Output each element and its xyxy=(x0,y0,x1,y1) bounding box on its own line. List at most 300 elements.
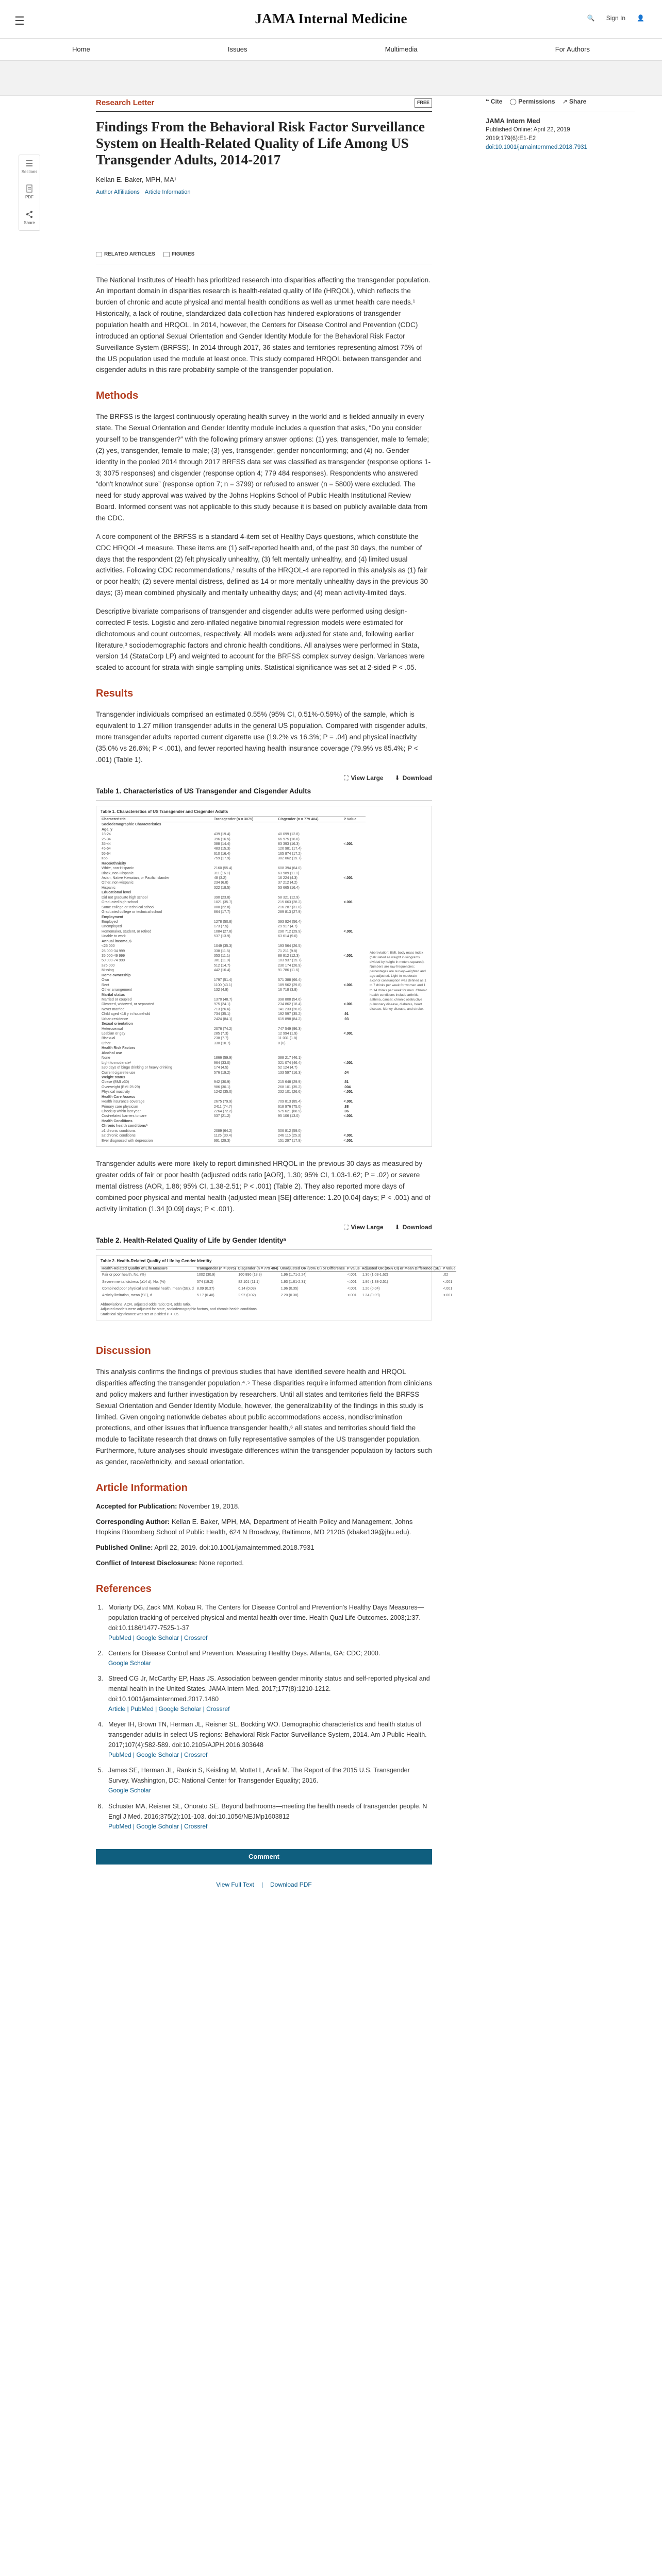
table-row xyxy=(101,1139,366,1143)
table-row xyxy=(101,1133,366,1138)
table1-cell: 1278 (50.8) xyxy=(213,920,233,924)
table1-cell: 285 (7.3) xyxy=(213,1032,228,1036)
table1-cell: 800 (22.8) xyxy=(213,905,230,909)
table-row xyxy=(101,1027,366,1031)
table1-cell xyxy=(342,963,366,968)
table1-cell xyxy=(277,890,342,895)
table1-cell xyxy=(213,973,277,978)
table2-cell: Fair or poor health, No. (%) xyxy=(102,1273,146,1277)
table1-cell: 230 174 (26.9) xyxy=(278,963,302,968)
table-row xyxy=(101,1031,366,1036)
table1-cell xyxy=(213,1075,277,1080)
table2-note: Abbreviations: AOR, adjusted odds ratio; OR, odds ratio. xyxy=(101,1302,191,1307)
table1-cell xyxy=(342,997,366,1002)
table2-cell: 1.96 (1.71-2.24) xyxy=(280,1273,307,1277)
table1-cell: Married or coupled xyxy=(102,997,132,1002)
table-row xyxy=(101,886,366,890)
table2-header-cell: P Value xyxy=(346,1266,360,1270)
table1-cell: 388 217 (46.1) xyxy=(278,1056,302,1060)
table1-cell: Obese (BMI ≥30) xyxy=(102,1080,129,1084)
table1-cell: 571 388 (66.4) xyxy=(278,978,302,982)
reference-body xyxy=(108,1602,432,1643)
table1-cell: 1866 (59.9) xyxy=(213,1056,233,1060)
table1-cell: Unemployed xyxy=(102,925,122,929)
reference-number: 4. xyxy=(97,1721,103,1728)
table1-cell xyxy=(342,949,366,954)
table1-grid xyxy=(101,817,366,1143)
table1-cell: 512 (14.7) xyxy=(213,963,230,968)
reference-item xyxy=(96,1602,432,1643)
table1-cell: 1126 (30.4) xyxy=(213,1134,233,1138)
cite-button[interactable]: ❝ Cite xyxy=(486,98,503,105)
table1-cell xyxy=(342,1051,366,1056)
table1-cell: Some college or technical school xyxy=(102,905,155,909)
table1-cell xyxy=(277,993,342,997)
table1-cell: 1021 (35.7) xyxy=(213,901,233,905)
reference-number: 5. xyxy=(97,1767,103,1774)
table1-cell xyxy=(342,910,366,914)
table2-actions xyxy=(96,1223,432,1232)
table2-header-cell: Transgender (n = 3075) xyxy=(196,1266,236,1270)
table1-cell xyxy=(342,1129,366,1133)
table1-cell xyxy=(277,1124,342,1128)
pdf-icon xyxy=(25,184,34,193)
article-main xyxy=(96,97,456,1889)
table1-cell xyxy=(277,1046,342,1050)
table1-cell: 442 (16.4) xyxy=(213,969,230,973)
table1-cell xyxy=(213,822,277,827)
table1-cell: Graduated college or technical school xyxy=(102,910,162,914)
table1-cell xyxy=(213,1046,277,1050)
table1-cell xyxy=(342,978,366,982)
table1-cell: 50 000-74 999 xyxy=(102,959,125,963)
table1-cell xyxy=(342,866,366,871)
table1-cell xyxy=(277,1022,342,1026)
table1-cell: <.001 xyxy=(343,1134,353,1138)
table1-cell: Rent xyxy=(102,983,109,987)
reference-links[interactable]: PubMed | Google Scholar | Crossref xyxy=(108,1634,208,1641)
table-row xyxy=(101,988,366,992)
table1-cell: 174 (4.5) xyxy=(213,1066,228,1070)
table1-cell: 16 718 (3.8) xyxy=(278,988,297,992)
sidebar-actions xyxy=(486,97,635,111)
table1-cell: Other arrangement xyxy=(102,988,133,992)
table1-cell: 2411 (74.7) xyxy=(213,1105,233,1109)
table2-cell: 1.20 (0.04) xyxy=(362,1287,380,1291)
table1-cell: 45-54 xyxy=(102,847,111,851)
reference-links[interactable]: Google Scholar xyxy=(108,1787,151,1794)
table2-cell: <.001 xyxy=(347,1287,357,1291)
table1-cell: 35 000-49 999 xyxy=(102,954,125,958)
table1-cell xyxy=(342,852,366,856)
table1-cell: 393 924 (56.4) xyxy=(278,920,302,924)
table1-cell xyxy=(342,924,366,929)
table1-cell: White, non-Hispanic xyxy=(102,867,134,871)
table1-cell: 215 063 (28.2) xyxy=(278,901,302,905)
table1-cell: 537 (21.2) xyxy=(213,1114,230,1118)
table1-cell: 747 549 (96.3) xyxy=(278,1027,302,1031)
table1-cell xyxy=(213,939,277,944)
reference-number: 1. xyxy=(97,1603,103,1611)
table1-cell: None xyxy=(102,1056,110,1060)
reference-item xyxy=(96,1673,432,1714)
table2-cell: 160 896 (18.3) xyxy=(238,1273,262,1277)
table-row xyxy=(101,944,366,948)
article-information-link[interactable]: Article Information xyxy=(144,189,191,195)
table-row xyxy=(101,852,366,856)
nav-item-issues[interactable]: Issues xyxy=(227,45,247,53)
menu-icon[interactable]: ☰ xyxy=(14,14,25,27)
table1-cell: 290 712 (29.9) xyxy=(278,929,302,934)
table1-cell: Cost-related barriers to care xyxy=(102,1114,147,1118)
table1-cell: 48 (3.2) xyxy=(213,876,226,880)
table2-cell: 1.86 (1.38-2.51) xyxy=(362,1280,388,1284)
table1-cell: Age, y xyxy=(102,827,113,832)
table1-cell: <.001 xyxy=(343,1090,353,1094)
sidebar-issue: 2019;179(6):E1-E2 xyxy=(486,135,536,142)
table1-cell: 615 898 (84.2) xyxy=(278,1017,302,1021)
table-row xyxy=(101,1051,366,1056)
table2-cell: <.001 xyxy=(347,1294,357,1298)
table1-cell: Annual income, $ xyxy=(102,939,131,943)
table-row xyxy=(101,968,366,973)
table1-cell: Race/ethnicity xyxy=(102,861,126,866)
table1-cell: 713 (26.6) xyxy=(213,1007,230,1011)
table1-cell: 193 564 (26.5) xyxy=(278,944,302,948)
table1-cell: Graduated high school xyxy=(102,901,138,905)
table1-cell: 232 101 (26.6) xyxy=(278,1090,302,1094)
table1-cell xyxy=(342,827,366,832)
table-row xyxy=(101,949,366,954)
reference-item xyxy=(96,1648,432,1668)
nav-item-multimedia[interactable]: Multimedia xyxy=(385,45,418,53)
table1-cell: 537 (13.9) xyxy=(213,935,230,939)
results-heading: Results xyxy=(96,688,134,700)
reference-text: James SE, Herman JL, Rankin S, Keisling M, Mottet L, Anafi M. The Report of the 2015 U.S. Transgender Survey. Washington, DC: National Center for Transgender Equality; 2016. xyxy=(108,1767,410,1785)
table1-cell: Marital status xyxy=(102,993,125,997)
discussion-heading: Discussion xyxy=(96,1345,151,1357)
table-row xyxy=(101,837,366,842)
table-row xyxy=(101,1022,366,1026)
table1-cell: <25 000 xyxy=(102,944,115,948)
permissions-button[interactable]: ◯ Permissions xyxy=(509,98,555,105)
table-row xyxy=(101,1119,366,1124)
table1-cell: .88 xyxy=(343,1105,349,1109)
table1-cell: 398 808 (54.6) xyxy=(278,997,302,1002)
author-links xyxy=(96,188,432,197)
table2-note: Adjusted models were adjusted for state, sociodemographic factors, and chronic health conditions. xyxy=(101,1308,258,1312)
table-row xyxy=(101,939,366,944)
published-online: Published Online: April 22, 2019. doi:10.1001/jamainternmed.2018.7931 xyxy=(96,1544,315,1552)
table1-cell xyxy=(277,915,342,920)
table1-cell: Unable to work xyxy=(102,935,126,939)
table1-cell xyxy=(342,1075,366,1080)
discussion-paragraph: This analysis confirms the findings of previous studies that have identified severe health and HRQOL disparities affecting the transgender population.⁴˒⁵ These disparities require informed attention from clinicians and policy makers and further investigation by researchers. Until all states and territories field the BRFSS Sexual Orientation and Gender Identity Module, however, the generalizability of the findings in this study is limited. Given ongoing nationwide debates about public accommodations access, nondiscrimination protections, and other issues that influence transgender health,⁶ all states and territories should field the module to facilitate research that draws on fully representative samples of the US transgender population. Furthermore, future analyses should investigate differences within the transgender population by factors such as gender, race/ethnicity, and sexual orientation. xyxy=(96,1368,432,1466)
table1-cell: 2160 (55.4) xyxy=(213,867,233,871)
sidebar-doi[interactable]: doi:10.1001/jamainternmed.2018.7931 xyxy=(486,144,587,150)
table1-cell: 120 981 (17.4) xyxy=(278,847,302,851)
methods-heading: Methods xyxy=(96,390,139,402)
reference-number: 2. xyxy=(97,1649,103,1657)
reference-links[interactable]: Google Scholar xyxy=(108,1659,151,1667)
table2-cell: Severe mental distress (≥14 d), No. (%) xyxy=(102,1280,166,1284)
table1-cell: .51 xyxy=(343,1080,349,1084)
author-affiliations-link[interactable]: Author Affiliations xyxy=(96,189,140,195)
table-row xyxy=(101,1017,366,1022)
table1-cell: ≥1 chronic conditions xyxy=(102,1129,136,1133)
table1-cell: Sexual orientation xyxy=(102,1022,133,1026)
list-icon xyxy=(25,159,34,167)
table1-cell xyxy=(277,1119,342,1124)
table1-cell xyxy=(342,1046,366,1050)
reference-item xyxy=(96,1801,432,1832)
search-icon[interactable]: 🔍 xyxy=(587,14,595,22)
table1-cell: Health Care Access xyxy=(102,1095,136,1099)
results-paragraph-2: Transgender adults were more likely to report diminished HRQOL in the previous 30 days as measured by greater odds of fair or poor health (adjusted odds ratio [AOR], 1.30; 95% CI, 1.03-1.62; P = .02) or severe mental distress (AOR, 1.86; 95% CI, 1.38-2.51; P < .001) (Table 2). They also reported more days of combined poor physical and mental health (adjusted mean [SE] difference: 1.20 [0.04] days; P < .001) and of activity limitation (1.34 [0.09] days; P < .001). xyxy=(96,1160,431,1213)
table1-cell: 1242 (35.0) xyxy=(213,1090,233,1094)
table1-cell: ≥2 chronic conditions xyxy=(102,1134,136,1138)
table-row xyxy=(101,1041,366,1046)
table2-cell: 8.09 (0.37) xyxy=(196,1287,214,1291)
table1-view-large[interactable]: ⛶ View Large xyxy=(344,774,384,782)
table-row xyxy=(101,973,366,978)
table1-cell: 91 786 (11.6) xyxy=(278,969,300,973)
table1-cell: 95 106 (13.0) xyxy=(278,1114,300,1118)
author-list[interactable]: Kellan E. Baker, MPH, MA¹ xyxy=(96,175,177,183)
table1-cell: Bisexual xyxy=(102,1037,115,1041)
table1-cell xyxy=(213,890,277,895)
table1-cell: 330 (10.7) xyxy=(213,1041,230,1045)
reference-body xyxy=(108,1801,432,1832)
table1-cell xyxy=(213,1119,277,1124)
tab-figures[interactable]: FIGURES xyxy=(163,250,194,259)
table1-cell: 189 562 (29.8) xyxy=(278,983,302,987)
table1-cell: Black, non-Hispanic xyxy=(102,871,134,875)
table1-cell: Employment xyxy=(102,915,124,919)
table1-cell: Hispanic xyxy=(102,886,115,890)
table2-header-cell: Unadjusted OR (95% CI) or Difference xyxy=(280,1266,345,1270)
table1-download[interactable]: ⬇ Download xyxy=(394,774,432,782)
table1-cell: Educational level xyxy=(102,891,131,895)
table-row xyxy=(101,1124,366,1128)
table1-cell xyxy=(213,861,277,866)
table1-cell: 63 989 (11.1) xyxy=(278,871,300,875)
table1-cell: <.001 xyxy=(343,929,353,934)
table1-cell: 216 287 (31.0) xyxy=(278,905,302,909)
table-row xyxy=(101,1061,366,1065)
reference-text: Streed CG Jr, McCarthy EP, Haas JS. Association between gender minority status and self-reported physical and mental health in the United States. JAMA Intern Med. 2017;177(8):1210-1212. doi:10.1001/jamainternmed.2017.1460 xyxy=(108,1675,430,1703)
table1-cell: <.001 xyxy=(343,1032,353,1036)
table1-cell: 321 074 (46.4) xyxy=(278,1061,302,1065)
table-row xyxy=(101,1002,366,1007)
table1-cell xyxy=(213,915,277,920)
table1-cell: 0 (0) xyxy=(278,1041,286,1045)
table-row xyxy=(101,846,366,851)
table1-cell: Other xyxy=(102,1041,111,1045)
table1-cell: Chronic health conditionsᵇ xyxy=(102,1124,148,1128)
table2-download[interactable]: ⬇ Download xyxy=(394,1224,432,1231)
pdf-tool[interactable]: PDF xyxy=(25,184,34,200)
comment-button[interactable]: Comment xyxy=(96,1849,432,1865)
table-row xyxy=(101,929,366,934)
table1-cell: 234 862 (18.4) xyxy=(278,1003,302,1007)
sidebar-journal: JAMA Intern Med xyxy=(486,116,540,125)
table1-cell: 2424 (84.1) xyxy=(213,1017,233,1021)
table1-cell xyxy=(277,822,342,827)
table1-cell: Ever diagnosed with depression xyxy=(102,1139,153,1143)
table1-cell: 964 (33.0) xyxy=(213,1061,230,1065)
table2-cell: 2.20 (0.38) xyxy=(280,1294,299,1298)
table1-cell xyxy=(213,993,277,997)
table1-cell: 864 (17.7) xyxy=(213,910,230,914)
table1-cell xyxy=(342,973,366,978)
table1-cell: Current cigarette use xyxy=(102,1071,136,1075)
table1-cell: 133 597 (16.3) xyxy=(278,1071,302,1075)
table1-cell: 11 031 (1.8) xyxy=(278,1037,297,1041)
table1-cell: <.001 xyxy=(343,954,353,958)
side-toolbar xyxy=(19,155,40,231)
reference-links[interactable]: PubMed | Google Scholar | Crossref xyxy=(108,1751,208,1759)
reference-links[interactable]: Article | PubMed | Google Scholar | Crossref xyxy=(108,1705,230,1713)
table2-cell: Activity limitation, mean (SE), d xyxy=(102,1294,152,1298)
table1-cell: 16 224 (4.3) xyxy=(278,876,297,880)
table1-cell: Homemaker, student, or retired xyxy=(102,929,152,934)
table1-cell xyxy=(342,832,366,837)
table-row xyxy=(101,871,366,876)
table1-cell xyxy=(342,1027,366,1031)
table1-cell: 608 394 (64.0) xyxy=(278,867,302,871)
table2-cell: .02 xyxy=(443,1273,449,1277)
table1-cell xyxy=(213,827,277,832)
journal-logo[interactable]: JAMA Internal Medicine xyxy=(255,11,407,27)
table1-cell: Home ownership xyxy=(102,973,131,977)
table1-cell: 18-24 xyxy=(102,833,111,837)
table1-cell: 439 (19.4) xyxy=(213,833,230,837)
table1-cell: 103 937 (15.7) xyxy=(278,959,302,963)
table1-cell: 246 115 (25.3) xyxy=(278,1134,302,1138)
reference-number: 3. xyxy=(97,1675,103,1682)
table2-cell: 6.14 (0.03) xyxy=(238,1287,256,1291)
table1-header-cell: Characteristic xyxy=(101,817,213,822)
nav-item-for-authors[interactable]: For Authors xyxy=(555,45,590,53)
table1-cell: 610 (16.4) xyxy=(213,852,230,856)
table1-cell: Never married xyxy=(102,1007,125,1011)
table1-cell: Checkup within last year xyxy=(102,1110,141,1114)
table-row xyxy=(101,963,366,968)
table2-cell: <.001 xyxy=(347,1280,357,1284)
table1-header-cell: Transgender (n = 3075) xyxy=(213,817,277,822)
related-icon xyxy=(96,252,102,257)
reference-body xyxy=(108,1648,380,1668)
table1-image[interactable] xyxy=(96,806,432,1147)
figures-icon xyxy=(163,252,170,257)
table1-cell xyxy=(277,1051,342,1056)
table2-header-cell: Adjusted OR (95% CI) or Mean Difference (SE) xyxy=(361,1266,441,1270)
table1-cell: 1084 (27.8) xyxy=(213,929,233,934)
table2-cell: <.001 xyxy=(347,1273,357,1277)
results-paragraph-1: Transgender individuals comprised an estimated 0.55% (95% CI, 0.51%-0.59%) of the sample, which is equivalent to 1.27 million transgender adults in the general US population. Compared with cisgender adults, more transgender adults reported current cigarette use (19.2% vs 16.3%; P = .04) and physical inactivity (35.0% vs 26.6%; P < .001), and fewer reported having health insurance coverage (79.9% vs 85.4%; P < .001) (Table 1). xyxy=(96,710,427,764)
table1-cell xyxy=(342,886,366,890)
table2-header-cell: Cisgender (n = 779 484) xyxy=(238,1266,278,1270)
table1-cell xyxy=(277,939,342,944)
table-row xyxy=(101,915,366,920)
download-pdf-link[interactable]: Download PDF xyxy=(270,1880,312,1888)
table1-cell: Light to moderateᵃ xyxy=(102,1061,131,1065)
table1-cell: 25-34 xyxy=(102,837,111,841)
table1-cell xyxy=(277,861,342,866)
table2-header-cell: Health-Related Quality of Life Measure xyxy=(101,1266,195,1271)
table1-cell: Lesbian or gay xyxy=(102,1032,125,1036)
table1-cell: Physical inactivity xyxy=(102,1090,130,1094)
table1-cell xyxy=(342,988,366,992)
table1-cell: 1370 (48.7) xyxy=(213,997,233,1002)
table1-actions xyxy=(96,773,432,783)
table-row xyxy=(101,993,366,997)
table2-cell: 5.17 (0.40) xyxy=(196,1294,214,1298)
table1-cell: 58 321 (12.9) xyxy=(278,895,300,900)
table-row xyxy=(101,856,366,861)
share-button[interactable]: ↗ Share xyxy=(562,98,587,105)
reference-text: Meyer IH, Brown TN, Herman JL, Reisner SL, Bockting WO. Demographic characteristics and health status of transgender adults in select US regions: Behavioral Risk Factor Surveillance System, 2014. Am J Public Health. 2017;107(4):582-589. doi:10.2105/AJPH.2016.303648 xyxy=(108,1721,427,1749)
table2-image[interactable] xyxy=(96,1255,456,1320)
table1-cell: 388 (14.4) xyxy=(213,842,230,846)
table2-cell: 1.93 (1.61-2.31) xyxy=(280,1280,307,1284)
sections-tool[interactable]: Sections xyxy=(22,159,38,175)
table1-cell: <.001 xyxy=(343,1100,353,1104)
table-row xyxy=(101,1056,366,1060)
header-link-signin[interactable]: Sign In xyxy=(606,14,626,22)
table-row xyxy=(101,910,366,914)
table1-cell: 52 124 (4.7) xyxy=(278,1066,297,1070)
table1-cell: Urban residence xyxy=(102,1017,128,1021)
table1-notes: Abbreviation: BMI, body mass index (calculated as weight in kilograms divided by height in meters squared). Numbers are raw frequencies; percentages are survey-weighted and age-adjusted. Light to moderate alcohol consumption was defined as 1 to 7 drinks per week for women and 1 to 14 drinks per week for men. Chronic health conditions include arthritis, asthma, cancer, chronic obstructive pulmonary disease, diabetes, heart disease, kidney disease, and stroke. xyxy=(370,951,427,1011)
corresponding-author: Corresponding Author: Kellan E. Baker, MPH, MA, Department of Health Policy and Management, Johns Hopkins Bloomberg School of Public Health, 624 N Broadway, Baltimore, MD 21205 (kbake139@jhu.edu). xyxy=(96,1518,413,1536)
table1-cell: 381 (11.0) xyxy=(213,959,230,963)
view-full-text-link[interactable]: View Full Text xyxy=(216,1880,254,1888)
table-row xyxy=(101,1065,366,1070)
table1-header-cell: P Value xyxy=(342,817,366,822)
share-tool[interactable]: Share xyxy=(24,210,35,226)
reference-links[interactable]: PubMed | Google Scholar | Crossref xyxy=(108,1822,208,1830)
table1-cell: Other, non-Hispanic xyxy=(102,881,134,885)
tab-related-articles[interactable]: RELATED ARTICLES xyxy=(96,250,155,259)
user-icon[interactable]: 👤 xyxy=(637,14,644,22)
table1-cell xyxy=(342,915,366,920)
table1-cell: 975 (24.1) xyxy=(213,1003,230,1007)
methods-paragraph-3: Descriptive bivariate comparisons of transgender and cisgender adults were performed using design-corrected F tests. Logistic and zero-inflated negative binomial regression models were estimated for dichotomous and count outcomes, respectively. All models were adjusted for state and, following earlier literature,³ sociodemographic factors and chronic health conditions. All analyses were performed in Stata, version 14 (StataCorp LP) and weighted to account for the BRFSS complex survey design. Variances were scaled to account for strata with single sampling units. Statistical significance was set at 2-sided P < .05. xyxy=(96,607,425,672)
reference-body xyxy=(108,1673,432,1714)
methods-paragraph-2: A core component of the BRFSS is a standard 4-item set of Healthy Days questions, which constitute the CDC HRQOL-4 measure. These items are (1) self-reported health and, of the past 30 days, the number of days that the respondent (2) felt physically unhealthy, (3) felt mentally unhealthy, and (4) limited usual activities. Following CDC recommendations,² results of the HRQOL-4 are reported in this analysis as (1) fair or poor health; (2) severe mental distress, defined as 14 or more mentally unhealthy days in the previous 30 days; (3) mean combined physically and mentally unhealthy days; and (4) mean activity-limited days. xyxy=(96,532,428,597)
table2-cell: 574 (19.2) xyxy=(196,1280,213,1284)
table-row xyxy=(101,1075,366,1080)
table1-cell xyxy=(213,1095,277,1099)
table1-cell: Sociodemographic Characteristics xyxy=(102,823,161,827)
table1-cell xyxy=(342,934,366,939)
nav-item-home[interactable]: Home xyxy=(72,45,90,53)
reference-text: Schuster MA, Reisner SL, Onorato SE. Beyond bathrooms—meeting the health needs of transgender people. N Engl J Med. 2016;375(2):101-103. doi:10.1056/NEJMp1603812 xyxy=(108,1802,427,1820)
right-sidebar xyxy=(486,97,635,151)
table1-cell xyxy=(342,846,366,851)
table1-cell: 37 212 (4.2) xyxy=(278,881,297,885)
table-row xyxy=(101,905,366,910)
table1-cell xyxy=(213,1051,277,1056)
citation-meta xyxy=(486,116,635,152)
table1-cell xyxy=(342,861,366,866)
table1-cell: 25 000-34 999 xyxy=(102,949,125,953)
table1-cell xyxy=(342,958,366,963)
table1-cell: .06 xyxy=(343,1110,349,1114)
table2-view-large[interactable]: ⛶ View Large xyxy=(344,1224,384,1231)
